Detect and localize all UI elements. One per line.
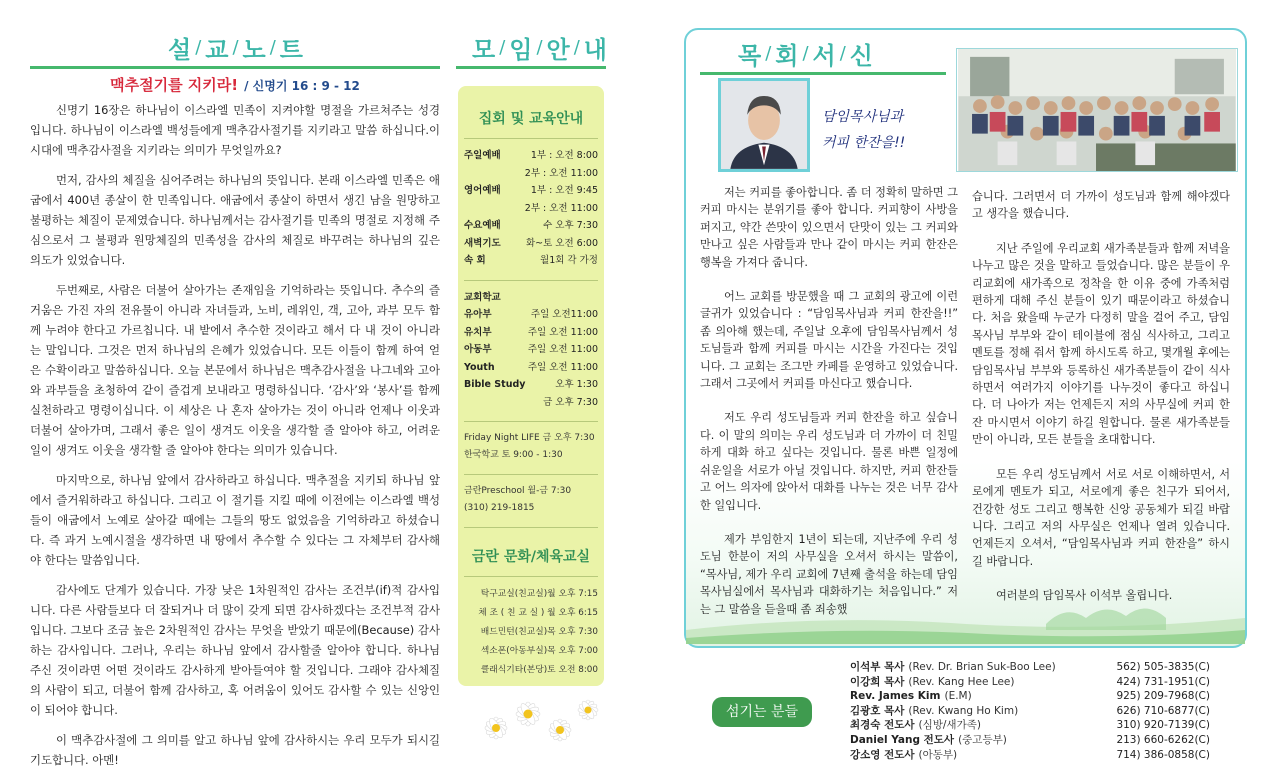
letter-paragraph: 지난 주일에 우리교회 새가족분들과 함께 저녁을 나누고 많은 것을 말하고 들었습니다. 많은 분들이 우리교회에 새가족으로 정착을 한 이유 중에 가족처럼 편하게 대해 주신 분들이 있기 때문이라고 하셨습니다. 처음 왔을때 누군가 다정히 말을 걸어 주고, 담임목사님 부부와 같이 테이블에 점심 식사하고, 그리고 멘토를 정해 줘서 함께 하시도록 하고, 몇개월 후에는 담임목사님 부부와 등록하신 새가족분들이 같이 식사하면서 여러가지 이야기를 나누것이 좋다고 하십니다. 더 나아가 저는 언제든지 저의 사무실에 커피 한잔 마시면서 이야기 하길 원합니다. 물론 새가족분들만이 아니라, 모든 분들을 초대합니다. [972, 241, 1230, 447]
staff-row: 이석부 목사 (Rev. Dr. Brian Suk-Boo Lee) 562) 505-3835(C) [850, 661, 1210, 673]
divider [464, 421, 598, 422]
meeting-header-divider [456, 66, 606, 69]
divider [464, 280, 598, 281]
schedule-row: 유아부 주일 오전11:00 [464, 309, 598, 320]
letter-header-divider [700, 72, 946, 75]
sermon-paragraph: 이 맥추감사절에 그 의미를 알고 하나님 앞에 감사하시는 우리 모두가 되시길 기도합니다. 아멘! [30, 733, 440, 767]
sermon-body [30, 100, 440, 777]
divider [464, 138, 598, 139]
schedule-row: 2부 : 오전 11:00 [524, 167, 598, 179]
korean-school-note: 한국학교 토 9:00 - 1:30 [464, 450, 563, 460]
sermon-title: 맥추절기를 지키라! [110, 76, 239, 94]
letter-signature: 여러분의 담임목사 이석부 올립니다. [996, 589, 1173, 603]
meeting-section-header: 모 / 임 / 안 / 내 [472, 30, 607, 65]
schedule-row: 유치부 주일 오전 11:00 [464, 326, 598, 338]
pastor-portrait-image [718, 78, 810, 172]
schedule-row: 새벽기도 화~토 오전 6:00 [464, 237, 598, 249]
header-char: 안 [546, 36, 570, 64]
letter-paragraph: 저도 우리 성도님들과 커피 한잔을 하고 싶습니다. 이 말의 의미는 우리 성도님과 더 가까이 더 친밀하게 대화 하고 싶다는 것입니다. 물론 바쁜 일정에 쉬운일을 서로가 아닐 것입니다. 하지만, 커피 한잔들고 어느 의자에 앉아서 대화를 나누는 것은 너무 감사한 일입니다. [700, 411, 958, 512]
header-char: 모 [472, 36, 496, 64]
letter-paragraph: 모든 우리 성도님께서 서로 서로 이해하면서, 서로에게 멘토가 되고, 서로에게 좋은 친구가 되어서, 건강한 성도 그리고 행복한 신앙 공동체가 되길 바랍니다. 그리고 저의 사무실은 언제나 열려 있습니다. 언제든지 오셔서, “담임목사님과 커피 한잔을” 하시길 바랍니다. [972, 467, 1230, 568]
sermon-paragraph: 두번째로, 사람은 더불어 살아가는 존재임을 기억하라는 뜻입니다. 추수의 즐거움은 가진 자의 전유물이 아니라 자녀들과, 노비, 레위인, 객, 고아, 과부 모두 함께 누려야 한다고 가르칩니다. 내 밭에서 추수한 것이라고 해서 다 내 것이 아니라는 말입니다. 그것은 먼저 하나님의 은혜가 있었습니다. 모든 이들이 함께 하여 얻은 수확이라고 말씀하십니다. 오늘 본문에서 하나님은 맥추감사절을 나그네와 고아와 과부들을 초청하여 같이 즐겁게 보내라고 명령하십니다. ‘감사’와 ‘봉사’를 함께 실천하라고 명령이십니다. 이 세상은 나 혼자 살아가는 것이 아니라 언제나 이웃과 더불어 살아가며, 그래서 좋은 일이 생겨도 이웃을 생각할 줄 알아야 하고, 어려운 일이 생겨도 이웃을 생각할 줄 알아야 한다는 의미가 있습니다. [30, 283, 440, 457]
letter-paragraph: 제가 부임한지 1년이 되는데, 지난주에 우리 성도님 한분이 저의 사무실을 오셔서 하시는 말씀이, “목사님, 제가 우리 교회에 7년째 출석을 하는데 담임목사님실에서 목사님과 대화하기는 처음입니다.” 저는 그 말씀을 듣을때 좀 죄송했 [700, 532, 958, 616]
divider [464, 527, 598, 528]
letter-column-right [972, 188, 1230, 622]
culture-class-item: 배드민턴(친교실)목 오후 7:30 [480, 627, 598, 637]
coffee-line: 커피 한잔을!! [822, 135, 906, 151]
sermon-reference: / 신명기 16 : 9 - 12 [244, 79, 360, 93]
header-char: 신 [849, 42, 873, 70]
sermon-paragraph: 마지막으로, 하나님 앞에서 감사하라고 하십니다. 맥추절을 지키되 하나님 앞에서 즐거워하라고 하십니다. 그리고 이 절기를 지킬 때에 이전에는 이스라엘 백성들이 애굽에서 노예로 살아갈 때에는 그들의 땅도 없었음을 기억하라고 하셨습니다. 즉 과거 노예시절을 생각하면 내 땅에서 추수할 수 있다는 그 자체부터 감사해야 한다는 말씀입니다. [30, 473, 440, 567]
header-char: 목 [738, 42, 762, 70]
schedule-row: 속 회 월1회 각 가정 [464, 255, 598, 266]
header-char: 임 [509, 36, 533, 64]
sermon-heading [30, 74, 440, 95]
header-char: 노 [242, 36, 266, 64]
coffee-invitation-text [822, 104, 905, 156]
schedule-row: 주일예배 1부 : 오전 8:00 [464, 150, 598, 161]
header-char: 서 [812, 42, 836, 70]
culture-class-item: 체 조 ( 친 교 실 ) 월 오후 6:15 [478, 608, 598, 618]
schedule-row: Bible Study 오후 1:30 [464, 379, 598, 390]
header-char: 교 [205, 36, 229, 64]
coffee-line: 담임목사님과 [822, 109, 904, 125]
divider [464, 576, 598, 577]
schedule-row: 교회학교 [464, 291, 501, 303]
staff-row: 최경숙 전도사 (심방/새가족) 310) 920-7139(C) [850, 719, 1210, 732]
schedule-row: Youth 주일 오전 11:00 [464, 361, 598, 373]
culture-class-item: 섹소폰(아동부실)목 오후 7:00 [480, 646, 598, 656]
schedule-row: 영어예배 1부 : 오전 9:45 [464, 185, 598, 196]
sermon-section-header: 설 / 교 / 노 / 트 [168, 30, 303, 65]
staff-row: 김광호 목사 (Rev. Kwang Ho Kim) 626) 710-6877(C) [850, 704, 1210, 717]
schedule-row: 수요예배 수 오후 7:30 [464, 220, 598, 231]
sermon-paragraph: 먼저, 감사의 체질을 심어주려는 하나님의 뜻입니다. 본래 이스라엘 민족은 애굽에서 400년 종살이 한 민족입니다. 애굽에서 종살이 하면서 생긴 남을 원망하고 불평하는 체질이 문제였습니다. 하나님께서는 감사절기를 민족의 명절로 지정해 주심으로서 그 불평과 원망체질의 민족성을 감사의 체질로 바꾸려는 하나님의 깊은 의도가 있었습니다. [30, 173, 440, 267]
church-school-schedule [458, 289, 604, 412]
staff-row: Rev. James Kim (E.M) 925) 209-7968(C) [850, 690, 1210, 703]
culture-class-item: 탁구교실(친교실)월 오후 7:15 [480, 589, 598, 599]
schedule-row: 금 오후 7:30 [543, 396, 598, 408]
header-char: 회 [775, 42, 799, 70]
letter-paragraph: 습니다. 그러면서 더 가까이 성도님과 함께 해야겠다고 생각을 했습니다. [972, 190, 1230, 221]
staff-list [850, 660, 1210, 762]
culture-class-item: 클래식기타(본당)토 오전 8:00 [480, 665, 598, 675]
letter-column-left [700, 184, 958, 635]
letter-section-header: 목 / 회 / 서 / 신 [738, 36, 873, 71]
letter-paragraph: 어느 교회를 방문했을 때 그 교회의 광고에 이런 글귀가 있었습니다 : “담임목사님과 커피 한잔을!!” 좀 의아해 했는데, 주일날 오후에 담임목사님께서 성도님들과 함께 커피를 마시는 시간을 가진다는 것입니다. 그 교회는 조그만 카페를 운영하고 있었습니다. 그래서 그곳에서 커피를 마신다고 했습니다. [700, 290, 958, 391]
schedule-row: 아동부 주일 오전 11:00 [464, 344, 598, 355]
preschool-note: 금란Preschool 월-금 7:30 [464, 486, 572, 496]
divider [464, 474, 598, 475]
group-photo-image [956, 48, 1238, 172]
staff-row: Daniel Yang 전도사 (중고등부) 213) 660-6262(C) [850, 733, 1210, 746]
sermon-paragraph: 신명기 16장은 하나님이 이스라엘 민족이 지켜야할 명절을 가르쳐주는 성경입니다. 하나님이 이스라엘 백성들에게 맥추감사절기를 지키라고 말씀 하십니다.이 시대에 맥추감사절을 지키라는 의미가 무엇일까요? [30, 103, 440, 157]
staff-row: 이강희 목사 (Rev. Kang Hee Lee) 424) 731-1951(C) [850, 675, 1210, 688]
meeting-info-box [458, 86, 604, 686]
grass-illustration [686, 600, 1245, 644]
staff-button[interactable]: 섬기는 분들 [712, 697, 812, 727]
sermon-paragraph: 감사에도 단계가 있습니다. 가장 낮은 1차원적인 감사는 조건부(if)적 감사입니다. 다른 사람들보다 더 잘되거나 더 많이 갖게 되면 감사하겠다는 조건부적 감사입니다. 그보다 조금 높은 2차원적인 감사는 무엇을 받았기 때문에(Because) 감사하는 감사입니다. 그러나, 우리는 하나님 앞에서 감사할줄 알아야 합니다. 하나님 주신 것이라면 어떤 것이라도 감사하게 받아들여야 할 것입니다. 그래야 감사체질의 사람이 되고, 더불어 함께 감사하고, 혹 어려움이 있어도 감사할 수 있는 신앙인이 되어야 합니다. [30, 583, 440, 717]
header-char: 트 [279, 36, 303, 64]
schedule-row: 2부 : 오전 11:00 [524, 202, 598, 214]
friday-night-note: Friday Night LIFE 금 오후 7:30 [464, 433, 595, 443]
header-char: 내 [583, 36, 607, 64]
culture-class-title: 금란 문화/체육교실 [471, 549, 591, 565]
daisy-flowers-illustration [478, 686, 608, 756]
preschool-phone: (310) 219-1815 [464, 503, 535, 513]
staff-row: 강소영 전도사 (아동부) 714) 386-0858(C) [850, 748, 1210, 761]
worship-schedule [458, 147, 604, 270]
header-char: 설 [168, 36, 192, 64]
letter-paragraph: 저는 커피를 좋아합니다. 좀 더 정확히 말하면 그 커피 마시는 분위기를 좋아 합니다. 커피향이 사방을 퍼지고, 약간 쓴맛이 있으면서 단맛이 있는 그 커피와 만나고 싶은 사람들과 만나 같이 마시는 커피 한잔은 행복을 가져다 줍니다. [700, 186, 958, 269]
sermon-header-divider [30, 66, 440, 69]
meeting-box-title: 집회 및 교육안내 [478, 111, 584, 127]
